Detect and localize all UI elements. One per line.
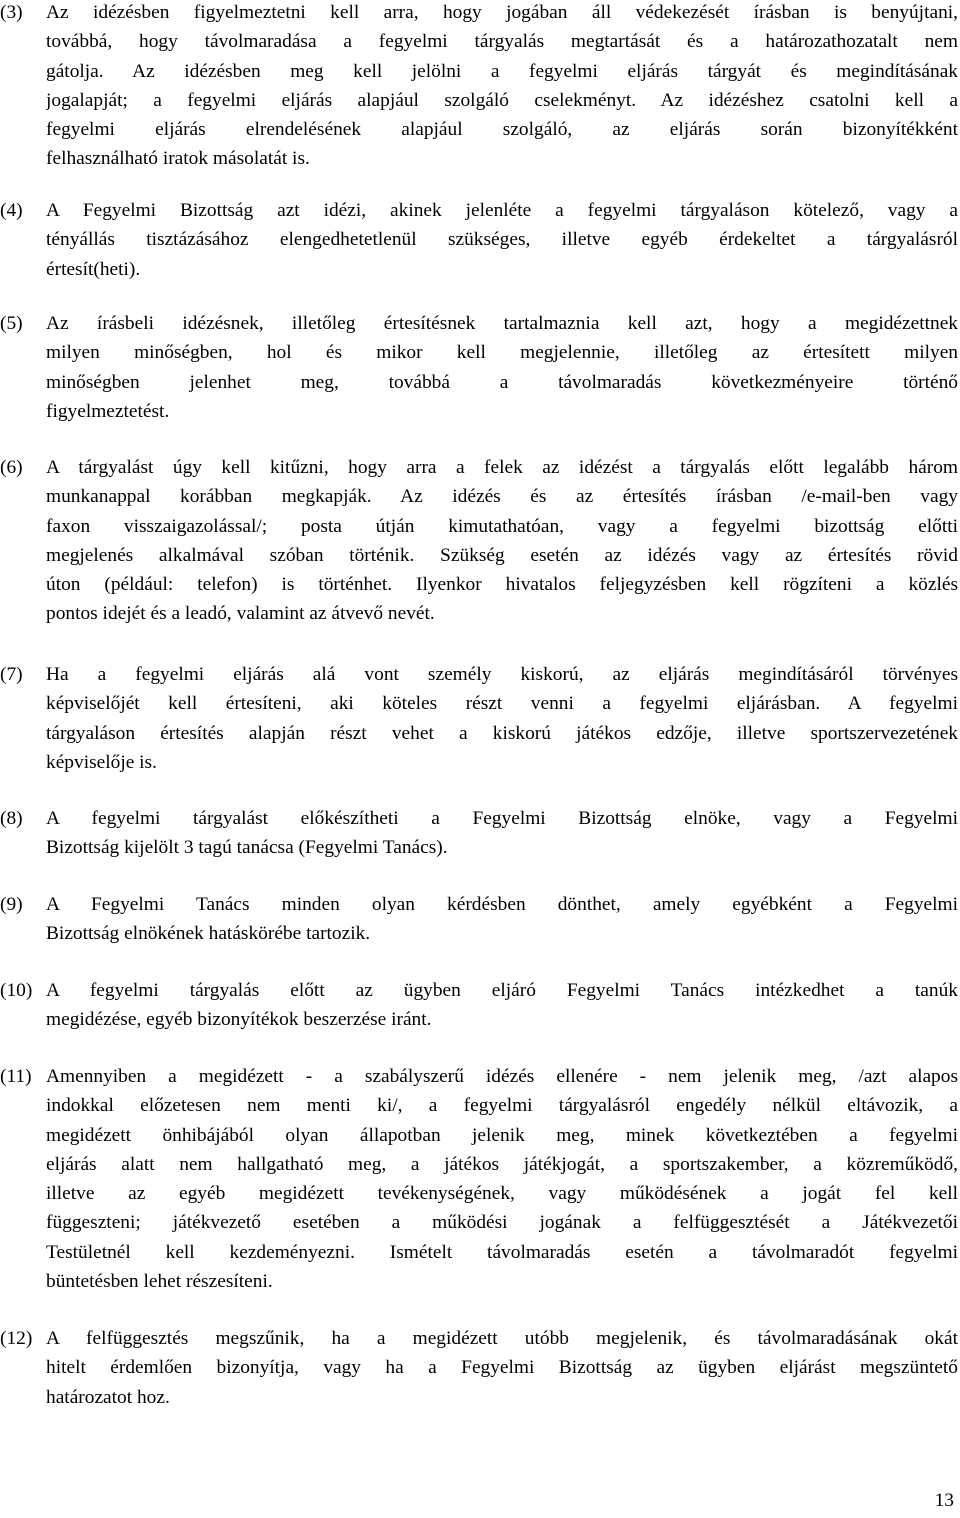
paragraph-number: (4) (0, 200, 23, 221)
text-line: Bizottság kijelölt 3 tagú tanácsa (Fegyelmi Tanács). (46, 837, 448, 859)
text-line: A tárgyalást úgy kell kitűzni, hogy arra a felek az idézést a tárgyalás előtt legalább három (46, 457, 958, 478)
paragraph-number: (7) (0, 664, 23, 685)
text-line: Testületnél kell kezdeményezni. Ismételt távolmaradás esetén a távolmaradót fegyelmi (46, 1241, 958, 1263)
text-line: indokkal előzetesen nem menti ki/, a fegyelmi tárgyalásról engedély nélkül eltávozik, a (46, 1095, 958, 1117)
text-line: megidézése, egyéb bizonyítékok beszerzése iránt. (46, 1009, 432, 1031)
text-line: milyen minőségben, hol és mikor kell megjelennie, illetőleg az értesített milyen (46, 342, 958, 364)
paragraph-number: (11) (0, 1066, 32, 1087)
text-line: Az idézésben figyelmeztetni kell arra, hogy jogában áll védekezését írásban is benyújtani, (46, 2, 958, 23)
text-line: úton (például: telefon) is történhet. Ilyenkor hivatalos feljegyzésben kell rögzíteni a közlés (46, 574, 958, 596)
text-line: gátolja. Az idézésben meg kell jelölni a fegyelmi eljárás tárgyát és megindításának (46, 60, 958, 82)
text-line: tényállás tisztázásához elengedhetetlenül szükséges, illetve egyéb érdekeltet a tárgyalásról (46, 229, 958, 251)
paragraph-number: (3) (0, 2, 23, 23)
paragraph-11 (0, 1062, 958, 1296)
text-line: pontos idejét és a leadó, valamint az átvevő nevét. (46, 603, 435, 625)
text-line: képviselője is. (46, 751, 157, 773)
paragraph-7 (0, 660, 958, 777)
text-line: függeszteni; játékvezető esetében a működési jogának a felfüggesztését a Játékvezetői (46, 1212, 958, 1234)
paragraph-number: (9) (0, 894, 23, 915)
paragraph-5 (0, 309, 958, 426)
text-line: megidézett önhibájából olyan állapotban jelenik meg, minek következtében a fegyelmi (46, 1124, 958, 1146)
paragraph-9 (0, 890, 958, 949)
paragraph-number: (10) (0, 980, 33, 1001)
text-line: figyelmeztetést. (46, 400, 170, 422)
text-line: faxon visszaigazolással/; posta útján kimutathatóan, vagy a fegyelmi bizottság előtti (46, 515, 958, 537)
page-number: 13 (934, 1490, 954, 1511)
text-line: illetve az egyéb megidézett tevékenységének, vagy működésének a jogát fel kell (46, 1183, 958, 1205)
text-line: továbbá, hogy távolmaradása a fegyelmi tárgyalás megtartását és a határozathozatalt nem (46, 31, 958, 53)
paragraph-8 (0, 804, 958, 863)
text-line: megjelenés alkalmával szóban történik. Szükség esetén az idézés vagy az értesítés rövid (46, 544, 958, 566)
text-line: minőségben jelenhet meg, továbbá a távolmaradás következményeire történő (46, 371, 958, 393)
text-line: jogalapját; a fegyelmi eljárás alapjául szolgáló cselekményt. Az idézéshez csatolni kell a (46, 89, 958, 111)
text-line: A Fegyelmi Tanács minden olyan kérdésben dönthet, amely egyébként a Fegyelmi (46, 894, 958, 915)
paragraph-10 (0, 976, 958, 1035)
paragraph-3 (0, 0, 958, 174)
text-line: A fegyelmi tárgyalás előtt az ügyben eljáró Fegyelmi Tanács intézkedhet a tanúk (46, 980, 958, 1001)
text-line: Az írásbeli idézésnek, illetőleg értesítésnek tartalmaznia kell azt, hogy a megidézettnek (46, 313, 958, 334)
text-line: képviselőjét kell értesíteni, aki köteles részt venni a fegyelmi eljárásban. A fegyelmi (46, 693, 958, 715)
text-line: Ha a fegyelmi eljárás alá vont személy kiskorú, az eljárás megindításáról törvényes (46, 664, 958, 685)
text-line: határozatot hoz. (46, 1386, 170, 1408)
text-line: Amennyiben a megidézett - a szabályszerű idézés ellenére - nem jelenik meg, /azt alapos (46, 1066, 958, 1087)
text-line: eljárás alatt nem hallgatható meg, a játékos játékjogát, a sportszakember, a közreműködő, (46, 1153, 958, 1175)
paragraph-number: (6) (0, 457, 23, 478)
text-line: felhasználható iratok másolatát is. (46, 148, 310, 170)
paragraph-6 (0, 453, 958, 629)
paragraph-number: (12) (0, 1328, 33, 1349)
text-line: fegyelmi eljárás elrendelésének alapjául szolgáló, az eljárás során bizonyítékként (46, 119, 958, 141)
text-line: A felfüggesztés megszűnik, ha a megidézett utóbb megjelenik, és távolmaradásának okát (46, 1328, 958, 1349)
text-line: munkanappal korábban megkapják. Az idézés és az értesítés írásban /e-mail-ben vagy (46, 486, 958, 508)
text-line: tárgyaláson értesítés alapján részt vehet a kiskorú játékos edzője, illetve sportszervezetének (46, 722, 958, 744)
text-line: büntetésben lehet részesíteni. (46, 1271, 273, 1293)
text-line: Bizottság elnökének hatáskörébe tartozik. (46, 923, 371, 945)
paragraph-4 (0, 196, 958, 284)
paragraph-12 (0, 1324, 958, 1412)
text-line: A fegyelmi tárgyalást előkészítheti a Fegyelmi Bizottság elnöke, vagy a Fegyelmi (46, 808, 958, 829)
text-line: hitelt érdemlően bizonyítja, vagy ha a Fegyelmi Bizottság az ügyben eljárást megszüntető (46, 1357, 958, 1379)
text-line: A Fegyelmi Bizottság azt idézi, akinek jelenléte a fegyelmi tárgyaláson kötelező, vagy a (46, 200, 958, 221)
paragraph-number: (5) (0, 313, 23, 334)
text-line: értesít(heti). (46, 258, 141, 280)
paragraph-number: (8) (0, 808, 23, 829)
